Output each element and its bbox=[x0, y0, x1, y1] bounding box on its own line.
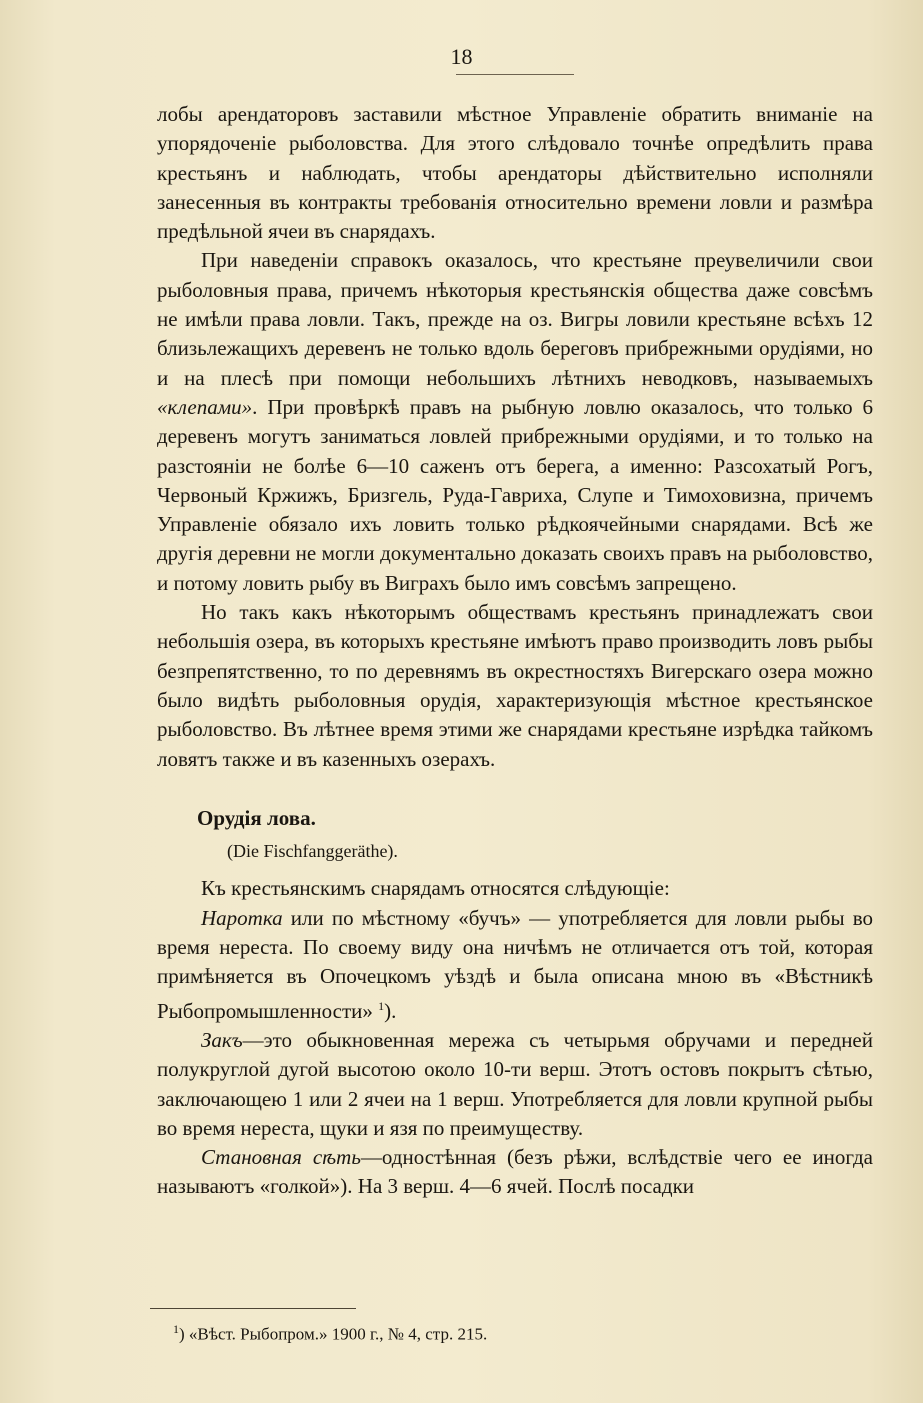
paragraph-narotka bbox=[157, 904, 873, 1026]
page-number: 18 bbox=[450, 44, 473, 69]
paragraph-2-text: При наведеніи справокъ оказалось, что крестьяне преувеличили свои рыболовныя права, причемъ нѣкоторыя крестьянскія общества даже совсѣмъ не имѣли права ловли. Такъ, прежде на оз. Вигры ловили крестьяне всѣхъ 12 близьлежащихъ деревенъ не только вдоль береговъ прибрежными орудіями, но и на плесѣ при помощи небольшихъ лѣтнихъ неводковъ, называемыхъ bbox=[157, 248, 873, 390]
footnote-text: ) «Вѣст. Рыбопром.» 1900 г., № 4, стр. 215. bbox=[179, 1324, 488, 1344]
section-subtitle: (Die Fischfanggeräthe). bbox=[227, 841, 398, 862]
paragraph-2-cont: . При провѣркѣ правъ на рыбную ловлю оказалось, что только 6 деревенъ могутъ заниматься ловлей прибрежными орудіями, и то только на разстояніи не болѣе 6—10 саженъ отъ берега, а именно: Разсохатый Рогъ, Червоный Кржижъ, Бризгель, Руда-Гавриха, Слупе и Тимоховизна, причемъ Управленіе обязало ихъ ловить только рѣдкоячейными снарядами. Всѣ же другія деревни не могли документально доказать своихъ правъ на рыболовство, и потому ловить рыбу въ Виграхъ было имъ совсѣмъ запрещено. bbox=[157, 394, 873, 595]
paragraph-intro: Къ крестьянскимъ снарядамъ относятся слѣдующіе: bbox=[201, 876, 670, 901]
paragraph-1: лобы арендаторовъ заставили мѣстное Управленіе обратить вниманіе на упорядоченіе рыболовства. Для этого слѣдовало точнѣе опредѣлить права крестьянъ и наблюдать, чтобы арендаторы дѣйствительно исполняли занесенныя въ контракты требованія относительно времени ловли и размѣра предѣльной ячеи въ снарядахъ. bbox=[157, 102, 873, 244]
narotka-text: или по мѣстному «бучъ» — употребляется для ловли рыбы во время нереста. По своему виду она ничѣмъ не отличается отъ той, которая примѣняется въ Опочецкомъ уѣздѣ и была описана мною въ «Вѣстникѣ Рыбопромышленности» bbox=[157, 905, 873, 1023]
document-body bbox=[157, 100, 873, 1202]
paragraph-zak bbox=[157, 1026, 873, 1143]
page-number-rule bbox=[456, 74, 574, 75]
term-zak: Закъ bbox=[201, 1027, 243, 1052]
section-title: Орудія лова. bbox=[197, 805, 316, 830]
term-narotka: Наротка bbox=[201, 905, 283, 930]
term-stanovnaya-set: Становная сѣть bbox=[201, 1145, 361, 1170]
footnote-rule bbox=[150, 1308, 356, 1309]
paragraph-2 bbox=[157, 246, 873, 598]
setj-text: —одностѣнная (безъ рѣжи, вслѣдствіе чего ее иногда называютъ «голкой»). На 3 верш. 4—6 ячей. Послѣ посадки bbox=[157, 1145, 873, 1199]
footnote-ref: 1 bbox=[378, 998, 385, 1013]
narotka-end: ). bbox=[384, 998, 397, 1023]
paragraph-setj bbox=[157, 1143, 873, 1202]
paragraph-3: Но такъ какъ нѣкоторымъ обществамъ крестьянъ принадлежатъ свои небольшія озера, въ которыхъ крестьяне имѣютъ право производить ловъ рыбы безпрепятственно, то по деревнямъ въ окрестностяхъ Вигерскаго озера можно было видѣть рыболовныя орудія, характеризующія мѣстное крестьянское рыболовство. Въ лѣтнее время этими же снарядами крестьяне изрѣдка тайкомъ ловятъ также и въ казенныхъ озерахъ. bbox=[157, 600, 873, 771]
footnote bbox=[173, 1322, 487, 1345]
term-klepami: «клепами» bbox=[157, 394, 253, 419]
footnote-mark: 1 bbox=[173, 1322, 179, 1336]
zak-text: —это обыкновенная мережа съ четырьмя обручами и передней полукруглой дугой высотою около 10-ти верш. Этотъ остовъ покрытъ сѣтью, заключающею 1 или 2 ячеи на 1 верш. Употребляется для ловли крупной рыбы во время нереста, щуки и язя по преимуществу. bbox=[157, 1027, 873, 1140]
